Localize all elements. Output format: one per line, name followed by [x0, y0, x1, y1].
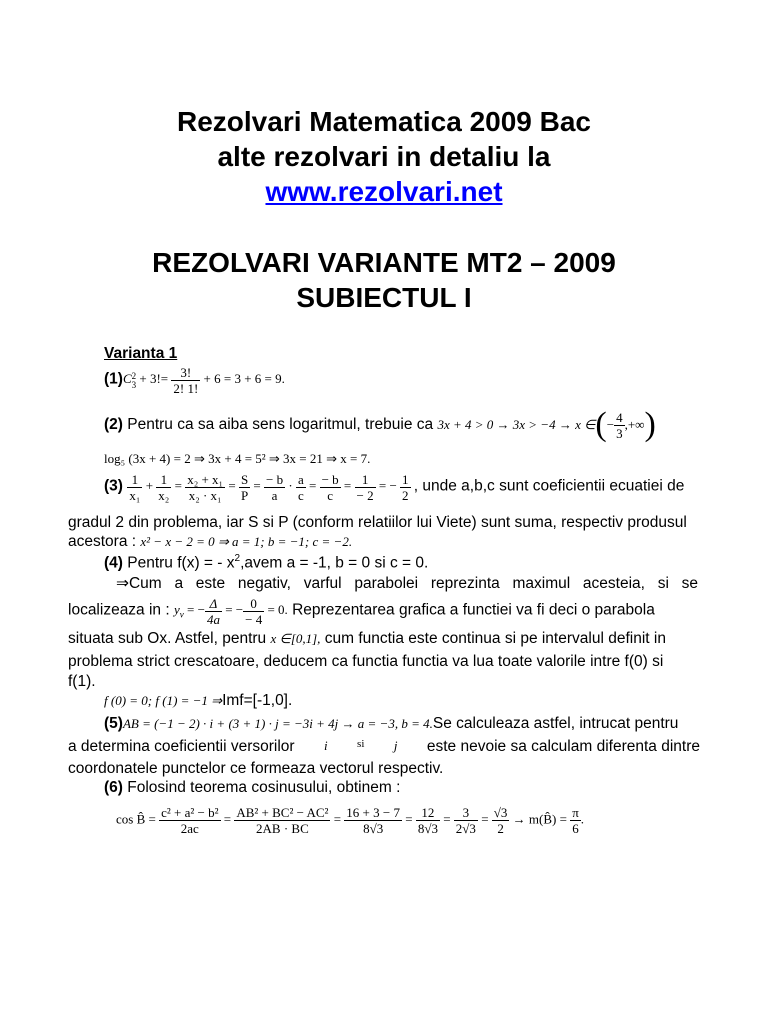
p2-interval-end: ,+∞	[624, 417, 645, 433]
p3-f6: $\frac{a}{c}$	[297, 472, 304, 503]
p4-line7t: Imf=[-1,0].	[222, 692, 293, 709]
section-label: Varianta 1	[104, 345, 178, 362]
p1-expr-c: + 6 = 3 + 6 = 9.	[200, 371, 285, 387]
p4-fb: $\frac{0}{- 4}$	[245, 596, 263, 627]
p2-inequality: 3x + 4 > 0 → 3x > −4 → x ∈	[437, 417, 596, 433]
p6-g1: $\frac{\text{c² + a² − b²}}{2ac}$	[161, 805, 219, 836]
title-line-2: alte rezolvari in detaliu la	[217, 141, 551, 172]
p3-f5: $\frac{- b}{a}$	[266, 472, 284, 503]
p4-line3b: Reprezentarea grafica a functiei va fi deci o parabola	[287, 601, 655, 619]
p3-line3-math: x² − x − 2 = 0 ⇒ a = 1; b = −1; c = −2.	[140, 534, 353, 549]
p5-vector-i: i	[324, 738, 328, 753]
p3-f7: $\frac{- b}{c}$	[321, 472, 339, 503]
p4-line1b: ,avem a = -1, b = 0 si c = 0.	[240, 554, 429, 572]
p4-line4a: situata sub Ox. Astfel, pentru	[68, 630, 271, 647]
p4-sup: 2	[234, 553, 241, 564]
website-link[interactable]: www.rezolvari.net	[265, 176, 503, 207]
p5-vector-j: j	[393, 738, 398, 753]
problem-5	[104, 715, 678, 733]
p3-line3-text: acestora :	[68, 533, 141, 550]
p1-fraction: $\frac{3!}{2! 1!}$	[173, 365, 199, 396]
problem-6-number: (6)	[104, 779, 123, 796]
p6-lhs: cos B̂ =	[116, 811, 160, 827]
p4-line4m: x ∈[0,1],	[270, 631, 321, 646]
p4-line-7	[104, 692, 292, 710]
title-line-4: SUBIECTUL I	[296, 282, 472, 313]
p2-fraction: $\frac{4}{3}$	[616, 409, 623, 441]
p4-line-2: ⇒Cum a este negativ, varful parabolei reprezinta maximul acesteia, si se	[116, 575, 698, 592]
p6-g7: $\frac{\pi}{6}$	[572, 805, 579, 836]
p1-sup: 2	[131, 370, 137, 381]
p4-line7m: f (0) = 0; f (1) = −1 ⇒	[104, 693, 223, 708]
p6-formula: cos B̂ = $\frac{\text{c² + a² − b²}}{2ac}$ = $\frac{\text{AB² + BC² − AC²}}{2AB \cdot BC}$ = $\frac{16 + 3 - 7}{8√3}$ = $\frac{12}{8√3}$ = $\frac{3}{2√3}$ = $\frac{√3}{2}$ → m(B̂) = $\frac{\pi}{6}$ .	[116, 805, 585, 836]
p4-yv: y	[173, 602, 180, 618]
p1-sub: 3	[131, 379, 137, 390]
title-line-1: Rezolvari Matematica 2009 Bac	[177, 106, 591, 137]
p6-g4: $\frac{12}{8√3}$	[417, 805, 438, 836]
problem-1	[104, 366, 285, 395]
problem-3: (3) $\frac{1}{\text{x₁}}$ + $\frac{1}{\text{x₂}}$ = $\frac{\text{x₂ + x₁}}{\text{x₂ · x₁}}$ = $\frac{S}{P}$ = $\frac{- b}{a}$ · $\frac{a}{c}$ = $\frac{- b}{c}$ = $\frac{1}{- 2}$ = − $\frac{1}{2}$ , unde a,b,c sunt coeficientii ecuatiei de	[104, 472, 685, 503]
p1-c: C	[122, 371, 132, 387]
problem-6	[104, 779, 400, 797]
p4-fa: $\frac{\Delta}{4a}$	[206, 596, 220, 627]
p4-line4b: cum functia este continua si pe intervalul definit in	[320, 630, 666, 647]
p3-f2: $\frac{1}{\text{x₂}}$	[158, 472, 170, 503]
p2-minus: −	[606, 417, 615, 433]
problem-2-number: (2)	[104, 416, 123, 434]
p3-f1: $\frac{1}{\text{x₁}}$	[129, 472, 141, 503]
p3-line-3	[68, 533, 352, 551]
p3-f8: $\frac{1}{- 2}$	[356, 472, 374, 503]
p5-si: si	[357, 738, 365, 750]
p4-line-5: problema strict crescatoare, deducem ca functia functia va lua toate valorile intre f(0) si	[68, 653, 664, 670]
p6-g2: $\frac{\text{AB² + BC² − AC²}}{2AB \cdot BC}$	[236, 805, 329, 836]
p1-expr-b: + 3!=	[136, 371, 172, 387]
p3-tail: , unde a,b,c sunt coeficientii ecuatiei de	[413, 477, 685, 495]
p4-line-6: f(1).	[68, 673, 96, 690]
problem-4	[104, 553, 428, 572]
title-line-3: REZOLVARI VARIANTE MT2 – 2009	[152, 247, 616, 278]
p5-math: AB = (−1 − 2) · i + (3 + 1) · j = −3i + 4j → a = −3, b = 4.	[122, 716, 433, 731]
problem-4-number: (4)	[104, 554, 123, 572]
p3-line-2: gradul 2 din problema, iar S si P (conform relatiilor lui Viete) sunt suma, respectiv produsul	[68, 514, 687, 531]
document-header	[0, 104, 768, 315]
problem-3-number: (3)	[104, 477, 123, 495]
p6-g6: $\frac{√3}{2}$	[493, 805, 508, 836]
problem-1-number: (1)	[104, 370, 123, 388]
p4-line1: Pentru f(x) = - x	[122, 554, 235, 572]
p6-g3: $\frac{16 + 3 - 7}{8√3}$	[346, 805, 400, 836]
p4-line-3: localizeaza in : $y_v$ = − $\frac{\Delta}{4a}$ = − $\frac{0}{- 4}$ = 0. Reprezentarea grafica a functiei va fi deci o parabola	[68, 596, 655, 627]
p6-text: Folosind teorema cosinusului, obtinem :	[122, 779, 401, 796]
p5-line-2	[68, 738, 700, 756]
p2-text: Pentru ca sa aiba sens logaritmul, trebuie ca	[122, 416, 438, 434]
problem-2: (2) Pentru ca sa aiba sens logaritmul, trebuie ca 3x + 4 > 0 → 3x > −4 → x ∈(− $\frac{4}{3}$ ,+∞)	[104, 406, 656, 443]
p5-line2b: este nevoie sa calculam diferenta dintre	[426, 738, 700, 755]
p3-f9: $\frac{1}{2}$	[402, 472, 409, 503]
p3-f3: $\frac{\text{x₂ + x₁}}{\text{x₂ · x₁}}$	[187, 472, 224, 503]
p4-line-4	[68, 630, 666, 648]
problem-5-number: (5)	[104, 715, 123, 732]
p4-line3a: localizeaza in :	[68, 601, 174, 619]
p2-log-line: log₅ (3x + 4) = 2 ⇒ 3x + 4 = 5² ⇒ 3x = 21 ⇒ x = 7.	[104, 451, 371, 466]
p6-arrow: → m(B̂) =	[509, 811, 571, 827]
p5-text1: Se calculeaza astfel, intrucat pentru	[432, 715, 679, 732]
p5-line2a: a determina coeficientii versorilor	[68, 738, 295, 755]
p6-g5: $\frac{3}{2√3}$	[455, 805, 476, 836]
p3-f4: $\frac{S}{P}$	[240, 472, 249, 503]
p5-line-3: coordonatele punctelor ce formeaza vectorul respectiv.	[68, 760, 444, 777]
